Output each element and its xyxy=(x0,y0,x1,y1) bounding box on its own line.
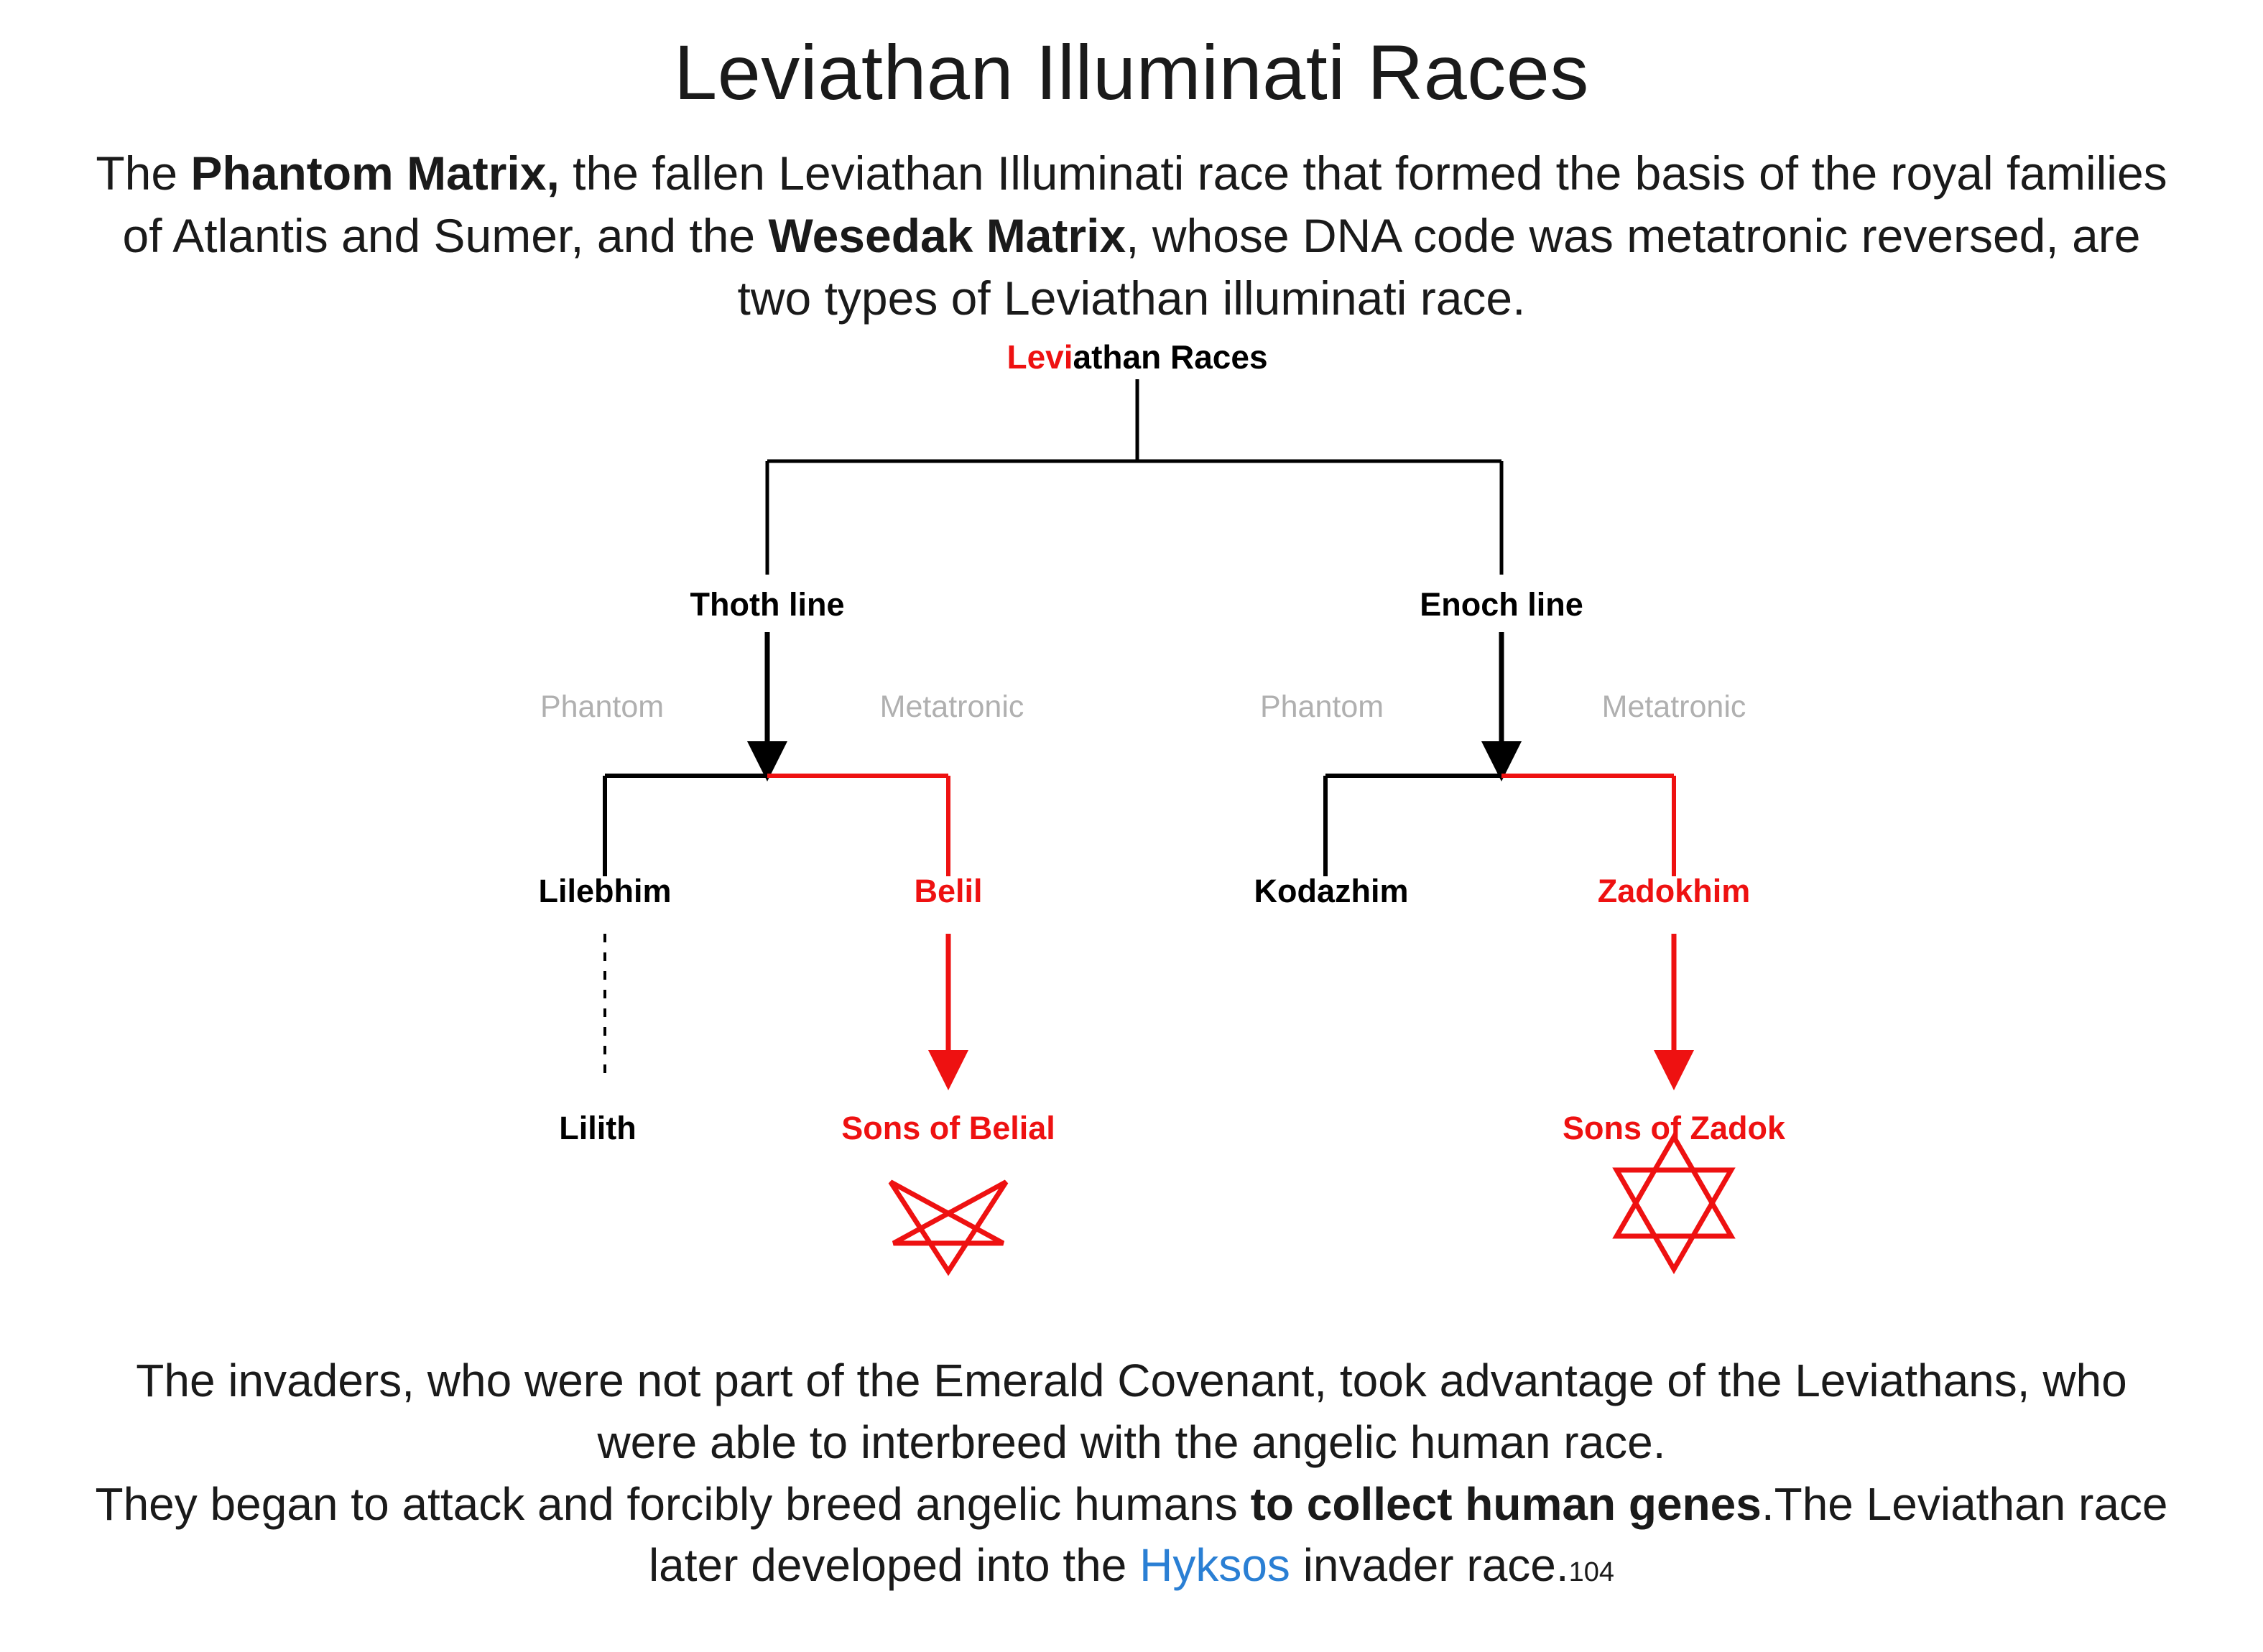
column-label-right-metatronic: Metatronic xyxy=(1601,690,1746,724)
tree-connector-lines xyxy=(0,330,2263,1336)
footer-text-1: They began to attack and forcibly breed angelic humans xyxy=(95,1477,1251,1530)
page-title: Leviathan Illuminati Races xyxy=(674,29,1589,116)
page-number: 104 xyxy=(1568,1557,1615,1588)
node-belil: Belil xyxy=(914,873,983,909)
node-sons-of-belial: Sons of Belial xyxy=(841,1110,1055,1146)
intro-text-1: The xyxy=(96,147,191,200)
hexagram-icon xyxy=(1616,1137,1731,1269)
footer-bold-collect-human-genes: to collect human genes xyxy=(1250,1477,1762,1530)
intro-paragraph xyxy=(93,142,2170,330)
column-label-left-metatronic: Metatronic xyxy=(879,690,1024,724)
node-zadokhim: Zadokhim xyxy=(1597,873,1751,909)
node-thoth-line: Thoth line xyxy=(690,586,845,623)
root-label-red-part: Levi xyxy=(1006,338,1073,376)
node-lilith: Lilith xyxy=(559,1110,637,1146)
footer-text-3: invader race. xyxy=(1290,1539,1569,1592)
footer-line-2 xyxy=(86,1474,2177,1597)
column-label-right-phantom: Phantom xyxy=(1259,690,1384,724)
footer-line-1: The invaders, who were not part of the Emerald Covenant, took advantage of the Leviathans, who were able to interbreed with the angelic human race. xyxy=(136,1355,2127,1468)
intro-bold-phantom-matrix: Phantom Matrix, xyxy=(190,147,560,200)
footer-paragraph xyxy=(86,1350,2177,1597)
footer-link-hyksos[interactable]: Hyksos xyxy=(1139,1539,1290,1592)
intro-bold-wesedak-matrix: Wesedak Matrix xyxy=(768,209,1126,263)
leviathan-races-tree-diagram xyxy=(0,330,2263,1336)
root-node-leviathan-races xyxy=(1006,338,1267,376)
intro-text-2: the fallen Leviathan Illuminati race that formed the basis of the royal families of Atlantis and Sumer, and the xyxy=(122,147,2167,263)
footer-text-2: .The Leviathan race later developed into the xyxy=(648,1477,2168,1592)
node-lilebhim: Lilebhim xyxy=(538,873,672,909)
column-label-left-phantom: Phantom xyxy=(540,690,665,724)
node-enoch-line: Enoch line xyxy=(1420,586,1583,623)
root-label-black-part: athan Races xyxy=(1073,338,1268,376)
inverted-pentagram-icon xyxy=(891,1182,1006,1271)
node-kodazhim: Kodazhim xyxy=(1254,873,1409,909)
node-sons-of-zadok: Sons of Zadok xyxy=(1562,1110,1786,1146)
intro-text-3: , whose DNA code was metatronic reversed, are two types of Leviathan illuminati race. xyxy=(737,209,2141,325)
